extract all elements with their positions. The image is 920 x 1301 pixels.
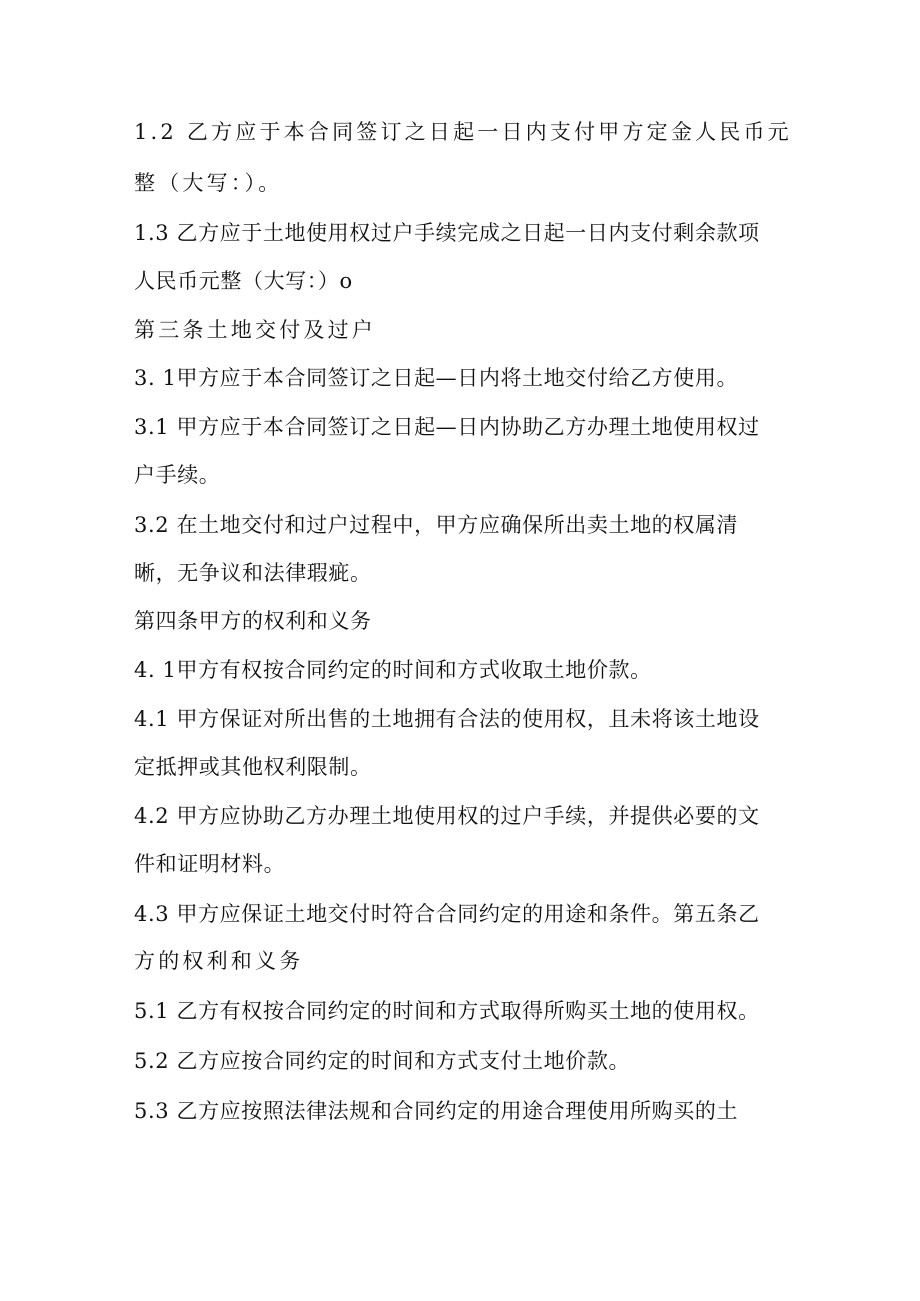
clause-4-1a: 4. 1甲方有权按合同约定的时间和方式收取土地价款。 [134,658,652,682]
clause-5-1: 5.1 乙方有权按合同约定的时间和方式取得所购买土地的使用权。 [134,999,760,1023]
clause-1-2-line-2: 整（大写：）。 [134,171,283,195]
clause-5-2: 5.2 乙方应按合同约定的时间和方式支付土地价款。 [134,1049,631,1073]
article-3-heading: 第三条土地交付及过户 [134,318,376,342]
clause-3-1b-line-1: 3.1 甲方应于本合同签订之日起—日内协助乙方办理土地使用权过 [134,415,760,439]
clause-4-1b-line-2: 定抵押或其他权利限制。 [134,755,372,779]
clause-4-2-line-1: 4.2 甲方应协助乙方办理土地使用权的过户手续，并提供必要的文 [134,804,760,828]
clause-4-3-line-2: 方的权利和义务 [134,949,304,973]
clause-3-1b-line-2: 户手续。 [134,463,221,487]
clause-1-2-line-1: 1.2 乙方应于本合同签订之日起一日内支付甲方定金人民币元 [134,120,792,144]
clause-4-3-line-1: 4.3 甲方应保证土地交付时符合合同约定的用途和条件。第五条乙 [134,902,760,926]
clause-3-1a: 3. 1甲方应于本合同签订之日起—日内将土地交付给乙方使用。 [134,366,739,390]
clause-1-3-line-1: 1.3 乙方应于土地使用权过户手续完成之日起一日内支付剩余款项 [134,221,760,245]
article-4-heading: 第四条甲方的权利和义务 [134,609,372,633]
clause-3-2-line-2: 晰，无争议和法律瑕疵。 [134,561,372,585]
clause-1-3-line-2: 人民币元整（大写：）o [134,269,353,293]
clause-3-2-line-1: 3.2 在土地交付和过户过程中，甲方应确保所出卖土地的权属清 [134,513,739,537]
clause-5-3-line-1: 5.3 乙方应按照法律法规和合同约定的用途合理使用所购买的土 [134,1099,739,1123]
clause-4-1b-line-1: 4.1 甲方保证对所出售的土地拥有合法的使用权，且未将该土地设 [134,707,760,731]
clause-4-2-line-2: 件和证明材料。 [134,852,286,876]
